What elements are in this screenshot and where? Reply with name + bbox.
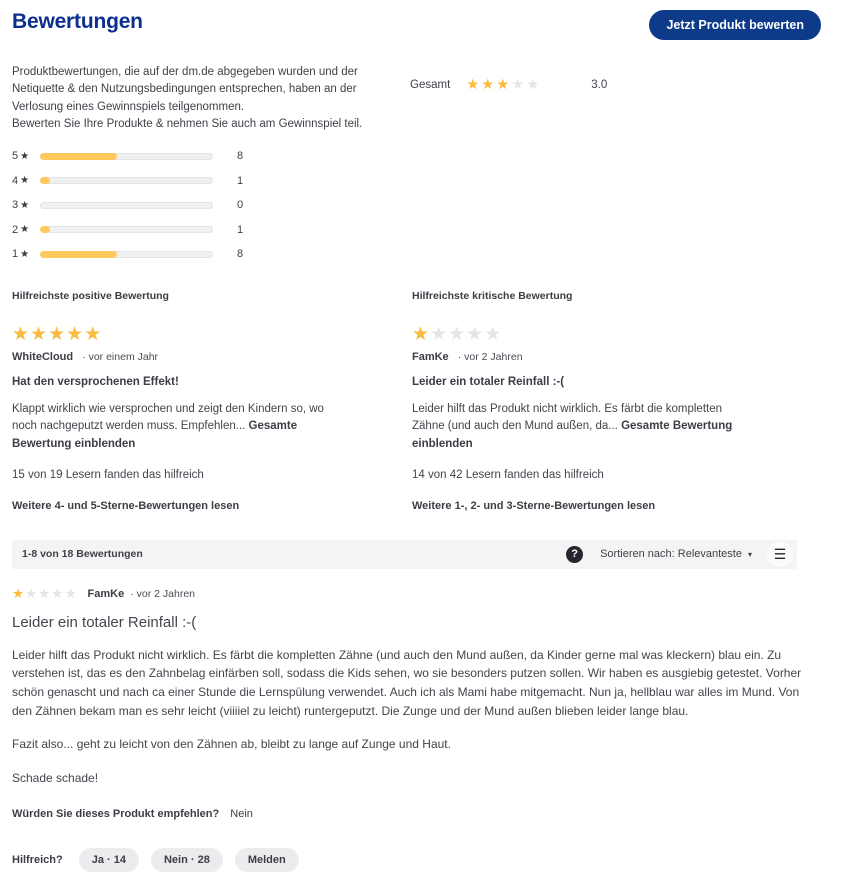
helpful-critical-review xyxy=(412,290,804,512)
star-filled-icon: ★ xyxy=(496,77,512,93)
view-options-button[interactable] xyxy=(767,541,793,567)
review-paragraph: Fazit also... geht zu leicht von den Zähnen ab, bleibt zu lange auf Zunge und Haut. xyxy=(12,737,451,752)
toolbar-controls xyxy=(566,541,793,567)
star-icon: ★ xyxy=(20,175,30,186)
expand-review-link[interactable]: Gesamte Bewertung einblenden xyxy=(412,420,733,450)
star-icon: ★ xyxy=(20,248,30,260)
review-date xyxy=(458,351,523,363)
intro-text xyxy=(12,64,404,133)
review-author: FamKe xyxy=(412,351,449,363)
highlight-label: Hilfreichste positive Bewertung xyxy=(12,290,169,302)
more-positive-reviews-link[interactable]: Weitere 4- und 5-Sterne-Bewertungen lesen xyxy=(12,499,240,512)
review-header xyxy=(12,586,821,602)
summary-row xyxy=(12,64,821,133)
star-empty-icon: ★ xyxy=(466,324,485,345)
star-empty-icon: ★ xyxy=(526,77,542,93)
rating-bar-label xyxy=(12,175,40,187)
rating-bar-label xyxy=(12,248,40,260)
star-count-number: 1 xyxy=(12,248,19,260)
review-date xyxy=(130,588,195,600)
review-paragraph: Leider hilft das Produkt nicht wirklich. Es färbt die kompletten Zähne (und auch den Mund außen, da Kinder gerne mal was kleckern) blau ein. Zu verstehen ist, das es den Zahnbelag einfärben soll, sodass die Kids sehen, wo sie besonders putzen sollen. Wir haben es ausgiebig getestet. Vorher schön genascht und nach ca einer Stunde die Lernspülung verwendet. Auch ich als Mami habe mitgemacht. Nun ja, hellblau war alles im Mund. Von den Zähnen bekam man es sehr leicht (viiiiel zu leicht) runtergeputzt. Die Zunge und der Mund außen blieben leider lange blau. xyxy=(12,647,802,718)
rating-bar-count: 1 xyxy=(237,174,244,187)
review-title: Hat den versprochenen Effekt! xyxy=(12,376,179,388)
reviews-count-text: 1-8 von 18 Bewertungen xyxy=(22,548,143,561)
star-filled-icon: ★ xyxy=(466,77,482,93)
star-empty-icon: ★ xyxy=(38,585,52,601)
star-filled-icon: ★ xyxy=(48,324,67,345)
review-paragraph: Schade schade! xyxy=(12,770,99,785)
highlight-label: Hilfreichste kritische Bewertung xyxy=(412,290,573,302)
rating-bar-count: 8 xyxy=(237,150,244,162)
review-excerpt-text: Klappt wirklich wie versprochen und zeigt den Kindern so, wo noch nachgeputzt werden muss. Empfehlen... xyxy=(12,403,324,433)
star-filled-icon: ★ xyxy=(481,77,497,93)
star-icon: ★ xyxy=(20,224,30,235)
star-filled-icon: ★ xyxy=(30,324,49,345)
review-date-text: vor 2 Jahren xyxy=(136,587,196,600)
star-empty-icon: ★ xyxy=(25,585,39,601)
rating-bar-count: 8 xyxy=(237,248,244,260)
page-title: Bewertungen xyxy=(12,10,143,33)
menu-icon: ☰ xyxy=(773,545,787,562)
review-helpful-count: 14 von 42 Lesern fanden das hilfreich xyxy=(412,468,604,481)
rating-bar-row-1 xyxy=(12,248,274,260)
star-filled-icon: ★ xyxy=(84,324,103,345)
intro-line-1: Produktbewertungen, die auf der dm.de abgegeben wurden und der Netiquette & den Nutzungsbedingungen entsprechen, haben an der Verlosung eines Gewinnspiels teilgenommen. xyxy=(12,66,358,113)
star-filled-icon: ★ xyxy=(12,324,31,345)
review-excerpt-text: Leider hilft das Produkt nicht wirklich. Es färbt die kompletten Zähne (und auch den Mund außen, da... xyxy=(412,403,723,433)
help-icon[interactable]: ? xyxy=(566,546,583,563)
recommend-answer: Nein xyxy=(230,808,253,821)
rating-bar-fill xyxy=(40,251,117,258)
star-empty-icon: ★ xyxy=(511,77,527,93)
review-author: FamKe xyxy=(87,587,125,600)
rating-bar-fill xyxy=(40,153,117,160)
rating-bar-fill xyxy=(40,177,50,184)
rating-bar-label xyxy=(12,199,40,211)
star-count-number: 5 xyxy=(12,150,19,162)
rating-bar-track xyxy=(40,153,213,160)
separator-dot: · xyxy=(130,587,134,600)
rating-bar-track xyxy=(40,202,213,209)
overall-label: Gesamt xyxy=(410,79,451,91)
star-filled-icon: ★ xyxy=(12,585,26,601)
review-author-row xyxy=(412,351,804,363)
recommend-row xyxy=(12,808,821,820)
star-count-number: 3 xyxy=(12,199,19,211)
review-star-rating xyxy=(12,586,78,602)
star-empty-icon: ★ xyxy=(430,324,449,345)
rating-bar-row-3 xyxy=(12,199,274,211)
rating-bar-track xyxy=(40,251,213,258)
more-critical-reviews-link[interactable]: Weitere 1-, 2- und 3-Sterne-Bewertungen lesen xyxy=(412,499,656,512)
review-author-row xyxy=(12,351,404,363)
helpful-yes-button[interactable]: Ja · 14 xyxy=(79,848,139,872)
star-filled-icon: ★ xyxy=(412,324,431,345)
star-filled-icon: ★ xyxy=(66,324,85,345)
helpful-positive-review xyxy=(12,290,404,512)
review-date-text: vor einem Jahr xyxy=(88,351,159,363)
chevron-down-icon: ▾ xyxy=(747,549,752,559)
overall-rating xyxy=(410,64,607,93)
helpful-actions-row xyxy=(12,848,821,872)
rating-bar-fill xyxy=(40,226,50,233)
overall-rating-value: 3.0 xyxy=(591,79,608,91)
review-excerpt xyxy=(12,401,342,453)
helpful-no-button[interactable]: Nein · 28 xyxy=(151,848,223,872)
highlight-reviews xyxy=(12,290,821,512)
rate-product-button[interactable]: Jetzt Produkt bewerten xyxy=(649,10,821,40)
sort-label: Sortieren nach: xyxy=(600,548,675,561)
sort-selected-value: Relevanteste xyxy=(677,548,742,561)
rating-bar-row-2 xyxy=(12,224,274,236)
sort-dropdown[interactable] xyxy=(600,548,752,560)
review-author: WhiteCloud xyxy=(12,351,74,363)
rating-breakdown xyxy=(12,150,274,260)
star-count-number: 4 xyxy=(12,174,19,187)
recommend-question: Würden Sie dieses Produkt empfehlen? xyxy=(12,808,220,821)
review-body xyxy=(12,646,821,788)
rating-bar-count: 0 xyxy=(237,199,244,211)
review-star-rating xyxy=(412,323,804,346)
overall-star-rating xyxy=(466,77,541,93)
review-helpful-count: 15 von 19 Lesern fanden das hilfreich xyxy=(12,468,204,481)
rating-bar-row-4 xyxy=(12,175,274,187)
review-title: Leider ein totaler Reinfall :-( xyxy=(12,613,197,631)
review-date xyxy=(82,351,158,363)
helpful-question-label: Hilfreich? xyxy=(12,854,63,867)
rating-bar-track xyxy=(40,226,213,233)
reviews-toolbar xyxy=(12,540,797,569)
report-button[interactable]: Melden xyxy=(235,848,299,872)
rating-bar-row-5 xyxy=(12,150,274,162)
star-count-number: 2 xyxy=(12,223,19,236)
rating-bar-count: 1 xyxy=(237,223,244,236)
review-title: Leider ein totaler Reinfall :-( xyxy=(412,376,565,388)
full-review xyxy=(12,586,821,872)
star-icon: ★ xyxy=(20,150,30,162)
rating-bar-label xyxy=(12,150,40,162)
star-icon: ★ xyxy=(20,199,30,211)
rating-bar-track xyxy=(40,177,213,184)
intro-line-2: Bewerten Sie Ihre Produkte & nehmen Sie auch am Gewinnspiel teil. xyxy=(12,117,363,130)
review-star-rating xyxy=(12,323,404,346)
rating-bar-label xyxy=(12,224,40,236)
star-empty-icon: ★ xyxy=(484,324,503,345)
review-date-text: vor 2 Jahren xyxy=(464,351,523,363)
star-empty-icon: ★ xyxy=(448,324,467,345)
star-empty-icon: ★ xyxy=(51,585,65,601)
separator-dot: · xyxy=(457,351,462,363)
section-header xyxy=(12,10,821,40)
star-empty-icon: ★ xyxy=(64,585,78,601)
expand-review-link[interactable]: Gesamte Bewertung einblenden xyxy=(12,420,298,450)
review-excerpt xyxy=(412,401,742,453)
separator-dot: · xyxy=(82,351,86,363)
